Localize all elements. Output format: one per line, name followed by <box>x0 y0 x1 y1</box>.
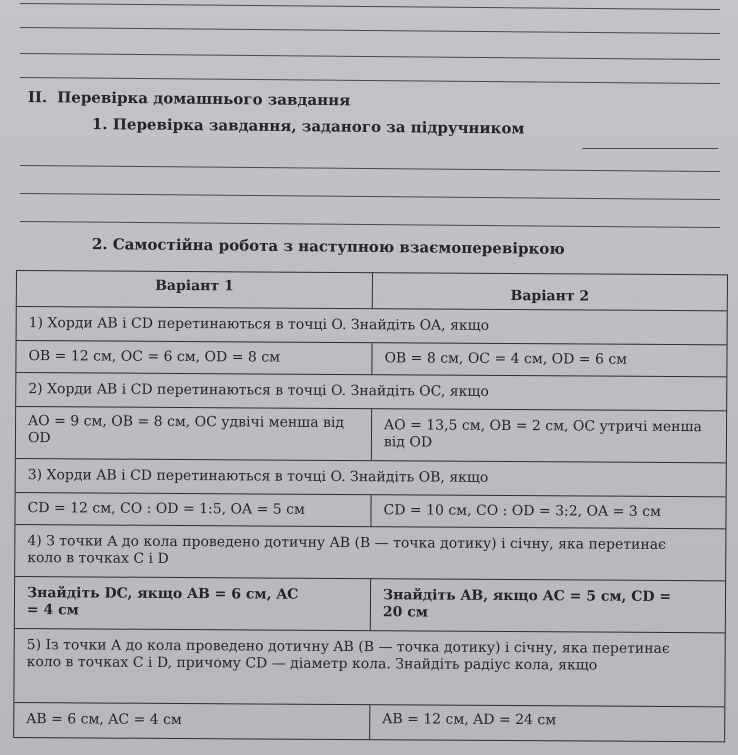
writing-line <box>20 165 720 172</box>
writing-line <box>20 77 720 84</box>
task-1-variants-row <box>16 341 726 377</box>
task-3-variant-1: CD = 12 см, CO : OD = 1:5, OA = 5 см <box>27 500 305 518</box>
task-5-variants-row <box>14 703 724 741</box>
header-variant-1: Варіант 1 <box>155 277 234 295</box>
header-variant-2: Варіант 2 <box>372 273 727 310</box>
writing-line <box>20 221 720 228</box>
task-2-variant-2: AO = 13,5 см, OB = 2 см, OC утричі менша від OD <box>371 409 726 462</box>
task-1-question: 1) Хорди AB і CD перетинаються в точці O. Знайдіть OA, якщо <box>28 315 490 334</box>
task-5-question: 5) Із точки A до кола проведено дотичну AB (B — точка дотику) і січну, яка перетинає коло в точках C і D, причому CD — діаметр кола. Знайдіть радіус кола, якщо <box>26 637 670 674</box>
task-4-variant-2: Знайдіть AB, якщо AC = 5 см, CD = 20 см <box>370 579 725 632</box>
task-5-question-row <box>14 629 724 707</box>
task-1-variant-2: OB = 8 см, OC = 4 см, OD = 6 см <box>371 343 726 376</box>
table-header-row <box>17 271 727 311</box>
task-3-variants-row <box>15 493 725 529</box>
task-4-variants-row <box>15 577 725 633</box>
item-1-heading <box>92 115 525 138</box>
answer-line-short <box>582 148 718 149</box>
section-heading <box>28 88 350 109</box>
task-3-question: 3) Хорди AB і CD перетинаються в точці O. Знайдіть OB, якщо <box>27 467 489 486</box>
task-4-question: 4) З точки A до кола проведено дотичну AB (B — точка дотику) і січну, яка перетинає коло в точках C і D <box>27 533 666 567</box>
task-2-variants-row <box>16 407 726 463</box>
item-1-text: 1. Перевірка завдання, заданого за підручником <box>91 115 525 138</box>
task-2-question-row <box>16 373 726 411</box>
writing-line <box>20 53 720 60</box>
task-3-question-row <box>16 459 726 497</box>
task-1-question-row <box>17 307 727 345</box>
task-2-variant-1: AO = 9 см, OB = 8 см, OC удвічі менша від OD <box>27 413 345 447</box>
task-1-variant-1: OB = 12 см, OC = 6 см, OD = 8 см <box>28 348 281 366</box>
item-2-heading <box>92 235 565 258</box>
task-5-variant-2: AB = 12 см, AD = 24 см <box>369 705 724 741</box>
section-title: Перевірка домашнього завдання <box>57 88 351 110</box>
writing-line <box>20 3 720 10</box>
task-3-variant-2: CD = 10 см, CO : OD = 3:2, OA = 3 см <box>370 495 725 528</box>
item-2-text: 2. Самостійна робота з наступною взаємоперевіркою <box>91 235 565 258</box>
writing-line <box>20 27 720 34</box>
task-2-question: 2) Хорди AB і CD перетинаються в точці O. Знайдіть OC, якщо <box>28 381 489 400</box>
task-5-variant-1: AB = 6 см, AC = 4 см <box>26 711 182 729</box>
task-4-question-row <box>15 525 725 581</box>
task-4-variant-1: Знайдіть DC, якщо AB = 6 см, AC = 4 см <box>26 585 299 619</box>
writing-line <box>20 193 720 200</box>
variants-table <box>13 270 728 742</box>
section-number: II. <box>27 88 48 107</box>
